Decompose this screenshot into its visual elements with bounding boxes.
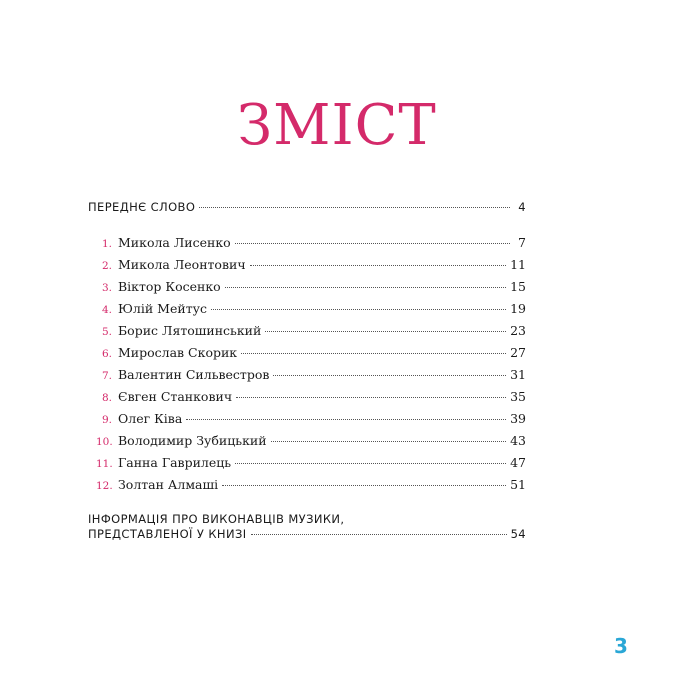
dot-leader <box>265 331 506 332</box>
dot-leader <box>186 419 506 420</box>
toc-performers-line1: ІНФОРМАЦІЯ ПРО ВИКОНАВЦІВ МУЗИКИ, <box>88 512 345 526</box>
toc-entry-10[interactable] <box>96 433 526 450</box>
toc-page-number: 11 <box>510 257 526 272</box>
toc-foreword[interactable] <box>88 200 526 215</box>
toc-entry-number: 10. <box>96 436 113 448</box>
toc-entry-number: 11. <box>96 458 113 470</box>
toc-page-number: 54 <box>510 527 526 541</box>
toc-entry-label: Мирослав Скорик <box>118 345 238 360</box>
toc-page-number: 19 <box>510 301 526 316</box>
toc-entry-label: Золтан Алмаші <box>118 477 219 492</box>
toc-entry-number: 9. <box>101 414 112 426</box>
toc-entry-3[interactable] <box>96 279 526 296</box>
toc-entry-number: 5. <box>101 326 112 338</box>
toc-entry-label: Володимир Зубицький <box>118 433 267 448</box>
toc-page-number: 4 <box>518 200 526 214</box>
toc-entry-number: 3. <box>101 282 112 294</box>
toc-page-number: 35 <box>510 389 526 404</box>
toc-page-number: 15 <box>510 279 526 294</box>
toc-entry-label: Олег Ківа <box>118 411 183 426</box>
toc-entry-label: Євген Станкович <box>118 389 233 404</box>
dot-leader <box>236 397 506 398</box>
toc-foreword-label: ПЕРЕДНЄ СЛОВО <box>88 200 196 214</box>
dot-leader <box>241 353 506 354</box>
toc-entry-12[interactable] <box>96 477 526 494</box>
dot-leader <box>251 534 507 535</box>
toc-page-number: 27 <box>510 345 526 360</box>
toc-entry-1[interactable] <box>96 235 526 252</box>
toc-entry-number: 2. <box>101 260 112 272</box>
toc-page-number: 23 <box>510 323 526 338</box>
dot-leader <box>235 463 506 464</box>
toc-entry-2[interactable] <box>96 257 526 274</box>
toc-entry-number: 1. <box>101 238 112 250</box>
toc-entry-label: Юлій Мейтус <box>118 301 207 316</box>
dot-leader <box>222 485 506 486</box>
toc-entry-label: Валентин Сильвестров <box>118 367 270 382</box>
toc-entry-7[interactable] <box>96 367 526 384</box>
toc-entry-9[interactable] <box>96 411 526 428</box>
dot-leader <box>211 309 506 310</box>
toc-page-number: 47 <box>510 455 526 470</box>
toc-entry-4[interactable] <box>96 301 526 318</box>
toc-page-number: 31 <box>510 367 526 382</box>
toc-entry-label: Микола Лисенко <box>118 235 231 250</box>
toc-entry-label: Микола Леонтович <box>118 257 246 272</box>
toc-page-number: 43 <box>510 433 526 448</box>
toc-page-number: 51 <box>510 477 526 492</box>
toc-entry-8[interactable] <box>96 389 526 406</box>
dot-leader <box>271 441 507 442</box>
toc-entry-6[interactable] <box>96 345 526 362</box>
dot-leader <box>199 207 510 208</box>
dot-leader <box>250 265 506 266</box>
toc-performers-line2: ПРЕДСТАВЛЕНОЇ У КНИЗІ <box>88 527 247 541</box>
toc-entry-label: Віктор Косенко <box>118 279 221 294</box>
toc-entry-number: 4. <box>101 304 112 316</box>
toc-entry-number: 6. <box>101 348 112 360</box>
dot-leader <box>235 243 510 244</box>
toc-entry-number: 12. <box>96 480 113 492</box>
dot-leader <box>225 287 506 288</box>
toc-entry-number: 8. <box>101 392 112 404</box>
dot-leader <box>273 375 506 376</box>
toc-page-number: 39 <box>510 411 526 426</box>
toc-entry-label: Борис Лятошинський <box>118 323 262 338</box>
toc-page-number: 7 <box>518 235 526 250</box>
toc-entry-label: Ганна Гаврилець <box>118 455 232 470</box>
toc-performers[interactable] <box>88 512 526 542</box>
toc-entry-11[interactable] <box>96 455 526 472</box>
page-number: 3 <box>614 634 628 658</box>
page-title: ЗМІСТ <box>237 93 437 158</box>
toc-entry-number: 7. <box>101 370 112 382</box>
toc-entry-5[interactable] <box>96 323 526 340</box>
